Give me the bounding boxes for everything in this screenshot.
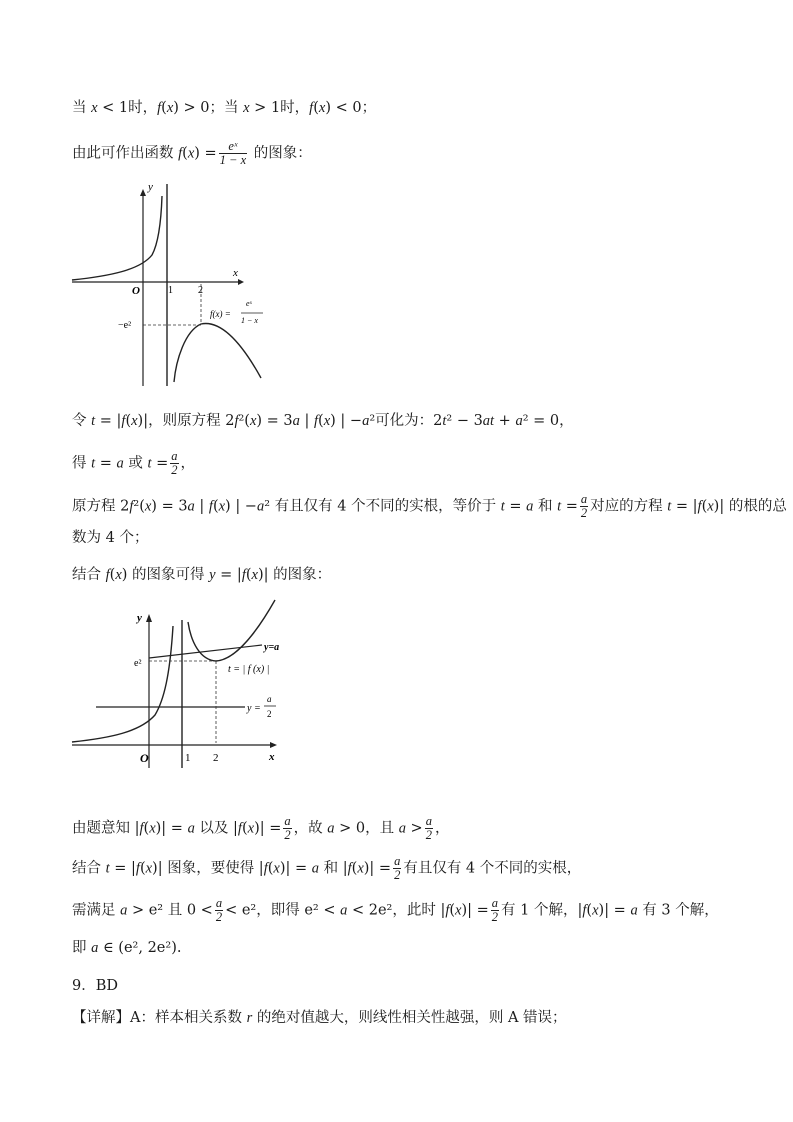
text-run: ) < 0； xyxy=(325,100,377,116)
text-run: 的图象： xyxy=(249,145,312,162)
text-run: 由题意知 | xyxy=(72,820,140,837)
fraction-numerator: a xyxy=(215,896,223,910)
text-line-4 xyxy=(72,450,195,477)
text-run: ² 有且仅有 4 个不同的实根，等价于 xyxy=(264,498,501,515)
math-symbol: x xyxy=(131,413,138,429)
text-run: > 1时， xyxy=(249,100,310,116)
fraction-denominator: 2 xyxy=(284,828,291,842)
text-line-6 xyxy=(72,528,148,548)
text-run: ( xyxy=(267,860,274,877)
text-run: )| = xyxy=(279,860,312,877)
text-run: 和 | xyxy=(319,860,348,877)
fraction xyxy=(215,897,223,924)
curve-left-branch xyxy=(72,196,162,280)
fraction-numerator: a xyxy=(425,814,432,828)
label-e2: e² xyxy=(134,658,142,669)
text-run: < 1时， xyxy=(97,100,158,116)
label-two: 2 xyxy=(213,752,219,764)
fraction-denominator: 2 xyxy=(394,868,401,882)
label-t-abs-f: t = | f (x) | xyxy=(228,664,270,675)
fraction-numerator: a xyxy=(394,854,401,868)
math-symbol: a xyxy=(362,413,370,429)
text-line-7 xyxy=(72,565,331,585)
math-symbol: f xyxy=(347,860,352,877)
math-symbol: a xyxy=(187,820,195,837)
fraction-numerator: eˣ xyxy=(228,139,238,153)
fraction xyxy=(219,140,247,167)
fraction-denominator: 2 xyxy=(171,463,178,477)
math-symbol: a xyxy=(91,940,99,956)
fraction-denominator: 1 − x xyxy=(219,153,247,167)
math-symbol: a xyxy=(398,820,406,837)
text-run: 结合 xyxy=(72,567,106,583)
math-symbol: f xyxy=(237,820,242,837)
label-two: 2 xyxy=(198,285,203,296)
text-run: = | xyxy=(671,498,698,515)
math-symbol: x xyxy=(707,498,714,515)
text-run: = xyxy=(95,455,117,472)
text-run: ) = xyxy=(194,145,217,162)
text-run: ²可化为：2 xyxy=(369,413,443,429)
math-symbol: x xyxy=(357,860,364,877)
text-run: ( xyxy=(125,413,132,429)
math-symbol: a xyxy=(630,902,638,919)
text-run: ) 的图象可得 xyxy=(121,567,210,583)
text-run: ) > 0；当 xyxy=(173,100,244,116)
text-run: ( xyxy=(161,100,167,116)
text-line-3 xyxy=(72,411,574,431)
text-run: > e² 且 0 < xyxy=(127,902,213,919)
math-symbol: x xyxy=(115,567,122,583)
label-origin: O xyxy=(132,285,140,297)
fraction-denominator: 2 xyxy=(425,828,432,842)
label-neg-e2: −e² xyxy=(118,320,132,331)
text-line-5 xyxy=(72,493,787,520)
text-run: | xyxy=(299,413,314,429)
math-symbol: f xyxy=(309,100,314,116)
label-x: x xyxy=(269,751,275,763)
math-symbol: a xyxy=(256,498,265,515)
label-one: 1 xyxy=(185,752,191,764)
text-run: ( xyxy=(182,145,188,162)
label-one: 1 xyxy=(168,285,173,296)
math-symbol: t xyxy=(442,413,447,429)
text-run: + xyxy=(494,413,516,429)
text-run: )| = xyxy=(461,902,489,919)
math-symbol: x xyxy=(149,820,156,837)
line-y-a xyxy=(149,645,262,658)
text-run: )| = xyxy=(598,902,631,919)
x-axis-arrow xyxy=(270,742,277,748)
text-run: = xyxy=(504,498,527,515)
graph-f xyxy=(68,178,268,392)
label-f-lhs: f(x) = xyxy=(210,309,231,319)
text-run: ( xyxy=(701,498,708,515)
curve-left-branch xyxy=(72,626,173,742)
math-symbol: f xyxy=(234,413,239,429)
text-run: ∈ (e², 2e²). xyxy=(98,940,182,956)
text-line-1 xyxy=(72,98,376,118)
text-run: ²( xyxy=(238,413,250,429)
question-number xyxy=(72,976,118,996)
math-symbol: x xyxy=(251,567,258,583)
text-run: ) | − xyxy=(330,413,363,429)
text-run: ( xyxy=(241,820,248,837)
text-run: 以及 | xyxy=(194,820,238,837)
text-run: > xyxy=(405,820,423,837)
fraction xyxy=(491,897,499,924)
math-symbol: a xyxy=(116,455,124,472)
text-run: )| 的根的总 xyxy=(713,498,787,515)
text-run: 【详解】A：样本相关系数 xyxy=(72,1010,247,1026)
text-run: )|，则原方程 2 xyxy=(137,413,235,429)
math-symbol: f xyxy=(105,567,110,583)
math-symbol: x xyxy=(144,498,152,515)
label-f-den: 1 − x xyxy=(241,316,258,325)
text-run: 或 xyxy=(123,455,148,472)
math-symbol: t xyxy=(105,860,110,877)
math-symbol: a xyxy=(292,413,300,429)
math-symbol: x xyxy=(218,498,226,515)
text-run: 9．BD xyxy=(72,978,119,994)
math-symbol: f xyxy=(263,860,268,877)
math-symbol: a xyxy=(120,902,128,919)
math-symbol: a xyxy=(187,498,195,515)
text-run: 当 xyxy=(72,100,92,116)
text-run: = | xyxy=(109,860,136,877)
text-run: 需满足 xyxy=(72,902,121,919)
text-run: ) = 3 xyxy=(151,498,188,515)
math-symbol: x xyxy=(187,145,195,162)
text-run: 由此可作出函数 xyxy=(72,145,179,162)
math-symbol: x xyxy=(273,860,280,877)
text-run: = | xyxy=(215,567,242,583)
label-y-a: y=a xyxy=(264,642,280,653)
math-symbol: f xyxy=(697,498,702,515)
math-symbol: x xyxy=(323,413,331,429)
math-symbol: t xyxy=(91,455,96,472)
text-run: )| = xyxy=(254,820,282,837)
explanation-line xyxy=(72,1008,567,1028)
text-run: )| = xyxy=(155,820,188,837)
math-symbol: a xyxy=(340,902,348,919)
y-axis-arrow xyxy=(146,614,152,622)
text-run: ² = 0， xyxy=(522,413,574,429)
fraction-numerator: a xyxy=(580,492,588,506)
label-y-half-den: 2 xyxy=(267,709,272,719)
fraction xyxy=(283,815,291,842)
text-run: 有 1 个解，| xyxy=(501,902,583,919)
fraction xyxy=(393,855,401,882)
math-symbol: f xyxy=(582,902,587,919)
text-run: < 2e²，此时 | xyxy=(347,902,446,919)
label-y-half-num: a xyxy=(267,694,272,704)
math-symbol: f xyxy=(121,413,126,429)
math-symbol: f xyxy=(208,498,213,515)
math-symbol: f xyxy=(139,820,144,837)
fraction-denominator: 2 xyxy=(215,910,223,924)
math-symbol: t xyxy=(91,413,96,429)
math-symbol: x xyxy=(592,902,599,919)
text-line-10 xyxy=(72,897,719,924)
math-symbol: x xyxy=(145,860,153,877)
text-run: 的绝对值越大，则线性相关性越强，则 A 错误； xyxy=(252,1010,567,1026)
fraction-numerator: a xyxy=(491,896,499,910)
math-symbol: a xyxy=(327,820,335,837)
text-run: = | xyxy=(95,413,122,429)
text-line-8 xyxy=(72,815,449,842)
text-run: 原方程 2 xyxy=(72,498,130,515)
y-axis-arrow xyxy=(140,189,146,196)
math-symbol: f xyxy=(445,902,450,919)
math-symbol: t xyxy=(557,498,562,515)
math-symbol: f xyxy=(314,413,319,429)
math-symbol: x xyxy=(91,100,98,116)
label-y: y xyxy=(137,612,142,624)
math-symbol: a xyxy=(515,413,523,429)
text-run: 令 xyxy=(72,413,92,429)
label-y-half-lhs: y = xyxy=(247,703,261,714)
text-run: ，故 xyxy=(293,820,328,837)
math-symbol: a xyxy=(311,860,320,877)
label-origin: O xyxy=(140,751,149,765)
text-line-11 xyxy=(72,938,181,958)
text-run: ) | − xyxy=(225,498,257,515)
math-symbol: f xyxy=(178,145,183,162)
text-run: ) = 3 xyxy=(256,413,293,429)
text-run: ( xyxy=(139,860,146,877)
fraction xyxy=(425,815,433,842)
math-symbol: x xyxy=(249,413,257,429)
text-run: ( xyxy=(351,860,358,877)
math-symbol: a xyxy=(526,498,534,515)
text-run: ( xyxy=(586,902,593,919)
text-line-9 xyxy=(72,855,581,882)
text-run: = xyxy=(561,498,578,515)
label-f-num: eˣ xyxy=(246,299,252,308)
math-symbol: x xyxy=(247,820,255,837)
math-symbol: f xyxy=(135,860,140,877)
text-run: | xyxy=(194,498,209,515)
text-run: ² − 3 xyxy=(446,413,483,429)
text-run: ， xyxy=(180,455,196,472)
math-symbol: x xyxy=(166,100,174,116)
text-run: 数为 4 个； xyxy=(72,530,149,546)
text-run: > 0，且 xyxy=(334,820,399,837)
math-symbol: at xyxy=(482,413,495,429)
text-run: )| 的图象： xyxy=(257,567,332,583)
fraction-numerator: a xyxy=(284,814,291,828)
text-run: ， xyxy=(434,820,450,837)
text-run: 有且仅有 4 个不同的实根， xyxy=(403,860,582,877)
fraction xyxy=(170,450,178,477)
text-run: ( xyxy=(318,413,324,429)
math-symbol: y xyxy=(209,567,216,583)
math-symbol: f xyxy=(129,498,134,515)
x-axis-arrow xyxy=(238,279,244,285)
text-run: 有 3 个解， xyxy=(637,902,719,919)
fraction-numerator: a xyxy=(171,449,178,463)
label-x: x xyxy=(233,267,238,279)
text-run: ( xyxy=(245,567,252,583)
text-run: )| 图象，要使得 | xyxy=(152,860,264,877)
math-symbol: x xyxy=(243,100,250,116)
text-run: ( xyxy=(143,820,150,837)
text-run: ²( xyxy=(133,498,145,515)
text-run: ( xyxy=(109,567,116,583)
text-run: < e²，即得 e² < xyxy=(225,902,341,919)
text-run: 和 xyxy=(533,498,558,515)
text-run: 对应的方程 xyxy=(590,498,668,515)
math-symbol: t xyxy=(500,498,505,515)
math-symbol: f xyxy=(157,100,162,116)
math-symbol: t xyxy=(667,498,672,515)
math-symbol: t xyxy=(147,455,152,472)
text-line-2 xyxy=(72,140,312,167)
math-symbol: r xyxy=(246,1010,253,1026)
graph-abs-f xyxy=(68,596,288,772)
fraction xyxy=(580,493,588,520)
text-run: ( xyxy=(212,498,219,515)
text-run: ( xyxy=(449,902,456,919)
label-y: y xyxy=(148,181,153,193)
math-symbol: x xyxy=(455,902,462,919)
text-run: )| = xyxy=(363,860,392,877)
fraction-denominator: 2 xyxy=(580,506,588,520)
text-run: 结合 xyxy=(72,860,106,877)
text-run: 即 xyxy=(72,940,92,956)
text-run: = xyxy=(151,455,169,472)
text-run: 得 xyxy=(72,455,92,472)
math-symbol: x xyxy=(318,100,326,116)
fraction-denominator: 2 xyxy=(491,910,499,924)
math-symbol: f xyxy=(241,567,246,583)
text-run: ( xyxy=(313,100,319,116)
curve-right-branch xyxy=(174,323,261,382)
